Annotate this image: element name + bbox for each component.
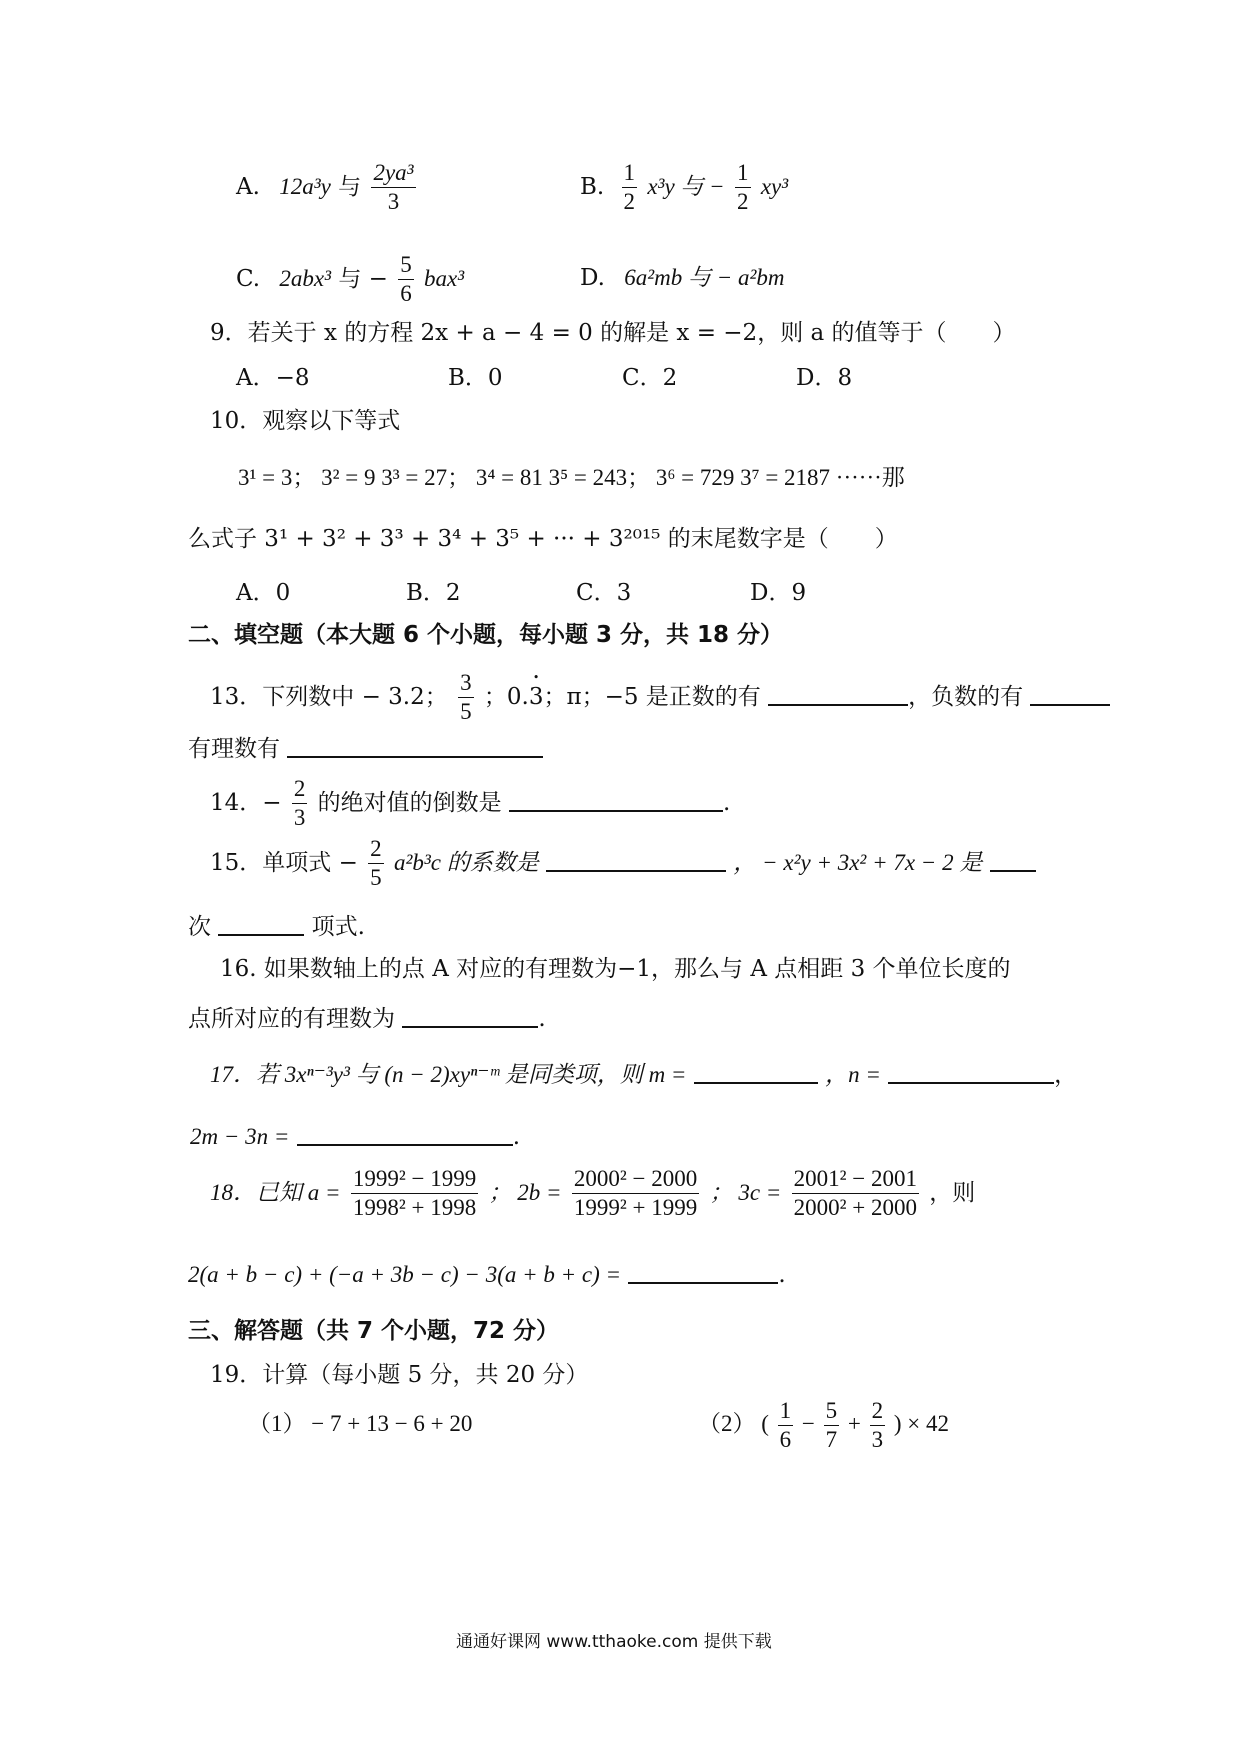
q13-line1: 13．下列数中 − 3.2； $\frac{3}{5}$ ；0.3 •；π；−5 是正数的有 ，负数的有 xyxy=(210,670,1110,726)
section-title: 二、填空题（本大题 6 个小题，每小题 3 分，共 18 分） xyxy=(188,622,784,648)
q13-line2: 有理数有 xyxy=(188,734,543,764)
q17-line1: 17．若 3xⁿ⁻³y³ 与 (n − 2)xyⁿ⁻ᵐ 是同类项，则 m = ，n = ， xyxy=(210,1062,1078,1088)
q9-option-a: A．−8 xyxy=(236,365,310,391)
fraction: $\frac{\text{2001² − 2001}}{\text{2000² + 2000}}$ xyxy=(793,1166,917,1221)
fraction: $\frac{2}{3}$ xyxy=(293,776,306,831)
q10-title: 10．观察以下等式 xyxy=(210,408,401,434)
q19-title: 19．计算（每小题 5 分，共 20 分） xyxy=(210,1362,589,1388)
q9-question: 9．若关于 x 的方程 2x + a − 4 = 0 的解是 x = −2，则 a 的值等于（ ） xyxy=(210,320,1016,346)
answer-blank[interactable] xyxy=(888,1060,1054,1084)
fraction: $\frac{2}{5}$ xyxy=(370,836,382,891)
q10-option-b: B．2 xyxy=(406,580,461,606)
fraction: $\frac{2}{3}$ xyxy=(871,1398,884,1453)
answer-blank[interactable] xyxy=(218,912,304,936)
q18-line1: 18．已知 a = $\frac{\text{1999² − 1999}}{\text{1998² + 1998}}$ ； 2b = $\frac{\text{2000² − 2000}}{\text{1999² + 1999}}$ ； 3c = $\frac{\text{2001² − 2001}}{\text{2000² + 2000}}$ ，则 xyxy=(210,1166,976,1221)
answer-blank[interactable] xyxy=(402,1004,538,1028)
q8-option-a: A. 12a³y 与 $\frac{\text{2ya³}}{3}$ xyxy=(236,160,414,215)
q10-option-a: A．0 xyxy=(236,580,291,606)
q15-line2: 次 项式. xyxy=(188,914,365,940)
q14-line: 14．− $\frac{2}{3}$ 的绝对值的倒数是 . xyxy=(210,776,731,831)
q18-line2: 2(a + b − c) + (−a + 3b − c) − 3(a + b + c) = . xyxy=(188,1262,786,1288)
answer-blank[interactable] xyxy=(990,848,1036,872)
fraction: $\frac{\text{2ya³}}{3}$ xyxy=(373,160,414,215)
answer-blank[interactable] xyxy=(297,1122,513,1146)
q9-option-d: D．8 xyxy=(796,365,853,391)
footer-text: 通通好课网 www.tthaoke.com 提供下载 xyxy=(456,1632,772,1652)
q19-part-2: （2） ( $\frac{1}{6}$ − $\frac{5}{7}$ + $\frac{2}{3}$ ) × 42 xyxy=(698,1398,950,1453)
fraction: $\frac{1}{2}$ xyxy=(737,160,749,215)
q9-option-b: B．0 xyxy=(448,365,503,391)
q8-option-b: B. $\frac{1}{2}$ x³y 与 − $\frac{1}{2}$ xy³ xyxy=(580,160,789,215)
fraction: $\frac{\text{2000² − 2000}}{\text{1999² + 1999}}$ xyxy=(573,1166,698,1221)
repeating-digit: 3 • xyxy=(529,684,544,710)
q10-question: 么式子 3¹ + 3² + 3³ + 3⁴ + 3⁵ + ··· + 3²⁰¹⁵ 的末尾数字是（ ） xyxy=(188,526,898,552)
q19-part-1: （1） − 7 + 13 − 6 + 20 xyxy=(248,1411,473,1436)
q16-line1: 16. 如果数轴上的点 A 对应的有理数为−1，那么与 A 点相距 3 个单位长度的 xyxy=(220,956,1011,982)
q10-option-d: D．9 xyxy=(750,580,807,606)
answer-blank[interactable] xyxy=(1030,682,1110,706)
q10-option-c: C．3 xyxy=(576,580,632,606)
answer-blank[interactable] xyxy=(768,682,908,706)
answer-blank[interactable] xyxy=(546,848,726,872)
fraction: $\frac{1}{6}$ xyxy=(779,1398,792,1453)
q8-option-c: C. 2abx³ 与 − $\frac{5}{6}$ bax³ xyxy=(236,252,465,307)
q8-option-d: D. 6a²mb 与 − a²bm xyxy=(580,265,785,291)
q16-line2: 点所对应的有理数为 . xyxy=(188,1006,546,1032)
q15-line1: 15．单项式 − $\frac{2}{5}$ a²b³c 的系数是 ， − x²y + 3x² + 7x − 2 是 xyxy=(210,836,1036,892)
answer-blank[interactable] xyxy=(628,1260,778,1284)
fraction: $\frac{5}{6}$ xyxy=(400,252,412,307)
fraction: $\frac{1}{2}$ xyxy=(623,160,636,215)
section-title: 三、解答题（共 7 个小题，72 分） xyxy=(188,1318,560,1344)
q17-line2: 2m − 3n = . xyxy=(190,1124,521,1150)
answer-blank[interactable] xyxy=(694,1060,818,1084)
fraction: $\frac{5}{7}$ xyxy=(825,1398,838,1453)
answer-blank[interactable] xyxy=(287,734,543,758)
q9-option-c: C．2 xyxy=(622,365,678,391)
fraction: $\frac{3}{5}$ xyxy=(460,670,472,725)
fraction: $\frac{\text{1999² − 1999}}{\text{1998² + 1998}}$ xyxy=(352,1166,477,1221)
q10-equalities: 3¹ = 3； 3² = 9 3³ = 27； 3⁴ = 81 3⁵ = 243； 3⁶ = 729 3⁷ = 2187 ······那 xyxy=(238,465,905,490)
answer-blank[interactable] xyxy=(509,788,723,812)
